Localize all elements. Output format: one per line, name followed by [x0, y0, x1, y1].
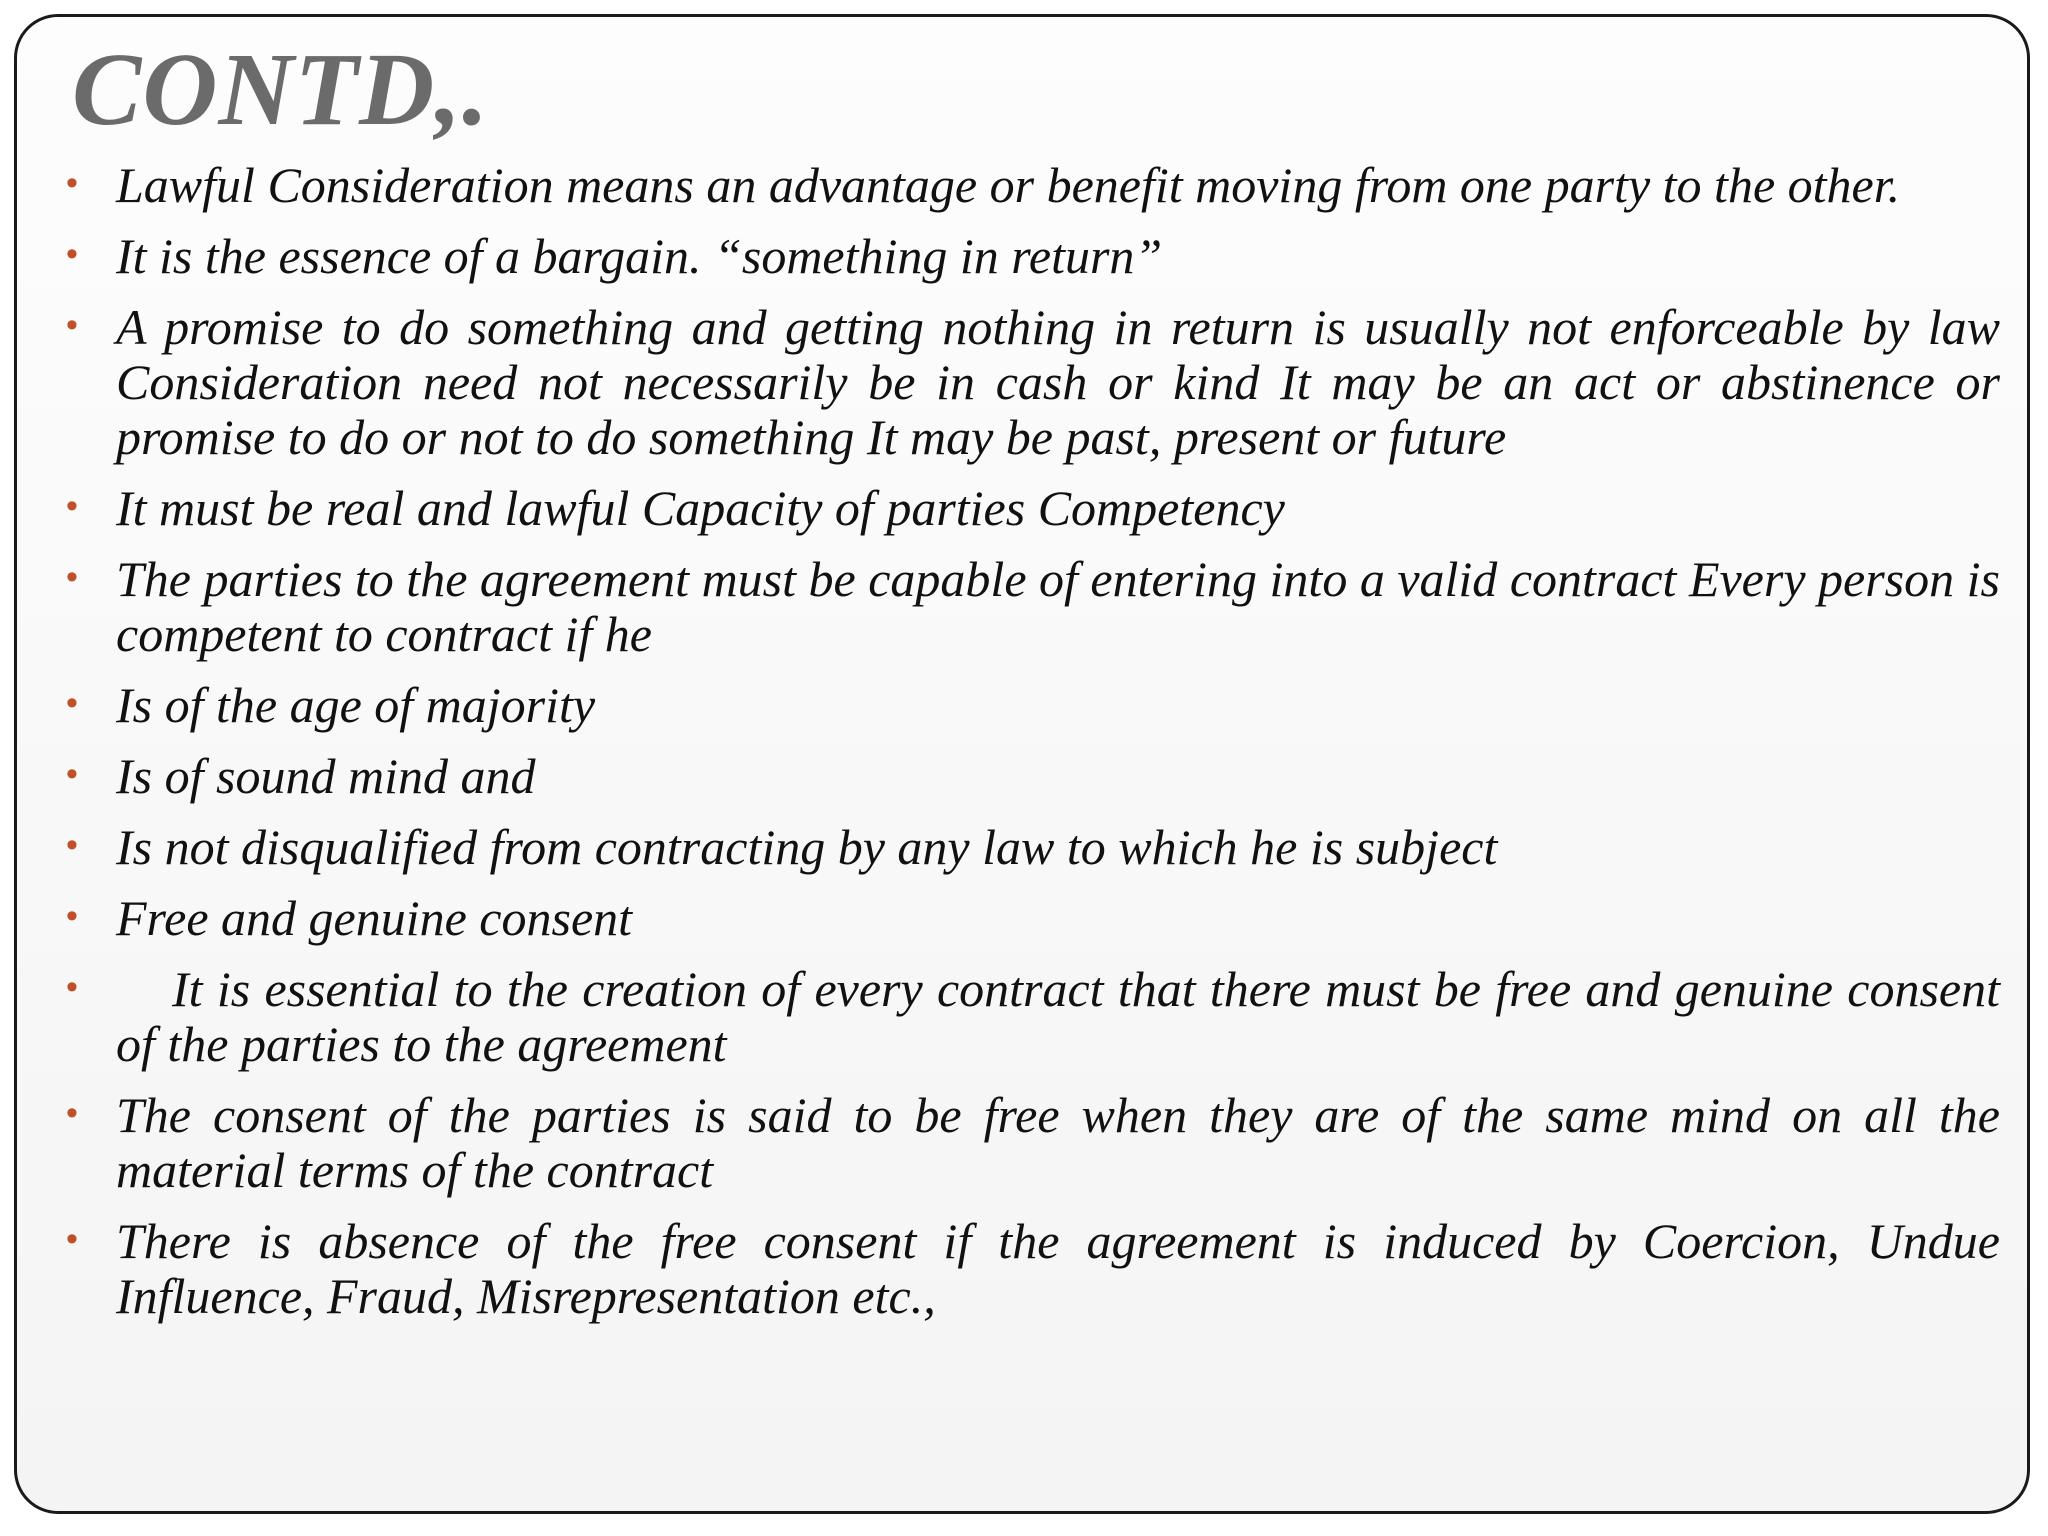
- list-item: [60, 229, 2000, 284]
- bullet-icon: •: [66, 897, 78, 935]
- list-item: [60, 749, 2000, 804]
- list-item: [60, 1088, 2000, 1198]
- list-item-text: A promise to do something and getting nothing in return is usually not enforceable by law Consideration need not necessarily be in cash or kind It may be an act or abstinence or promise to do or not to do something It may be past, present or future: [116, 299, 2000, 465]
- bullet-icon: •: [66, 558, 78, 596]
- list-item: [60, 158, 2000, 213]
- bullet-icon: •: [66, 164, 78, 202]
- bullet-icon: •: [66, 755, 78, 793]
- list-item: [60, 552, 2000, 662]
- bullet-icon: •: [66, 684, 78, 722]
- list-item-text: It is essential to the creation of every contract that there must be free and genuine consent of the parties to the agreement: [116, 961, 2000, 1072]
- list-item-text: There is absence of the free consent if the agreement is induced by Coercion, Undue Influence, Fraud, Misrepresentation etc.,: [116, 1213, 2000, 1324]
- list-item-text: Free and genuine consent: [116, 890, 633, 946]
- bullet-icon: •: [66, 968, 78, 1006]
- list-item-text: Is of the age of majority: [116, 677, 596, 733]
- list-item: [60, 891, 2000, 946]
- bullet-icon: •: [66, 487, 78, 525]
- list-item-text: Is not disqualified from contracting by any law to which he is subject: [116, 819, 1498, 875]
- list-item: [60, 300, 2000, 465]
- list-item-text: The parties to the agreement must be capable of entering into a valid contract Every person is competent to contract if he: [116, 551, 2000, 662]
- list-item: [60, 962, 2000, 1072]
- list-item: [60, 678, 2000, 733]
- list-item: [60, 1214, 2000, 1324]
- list-item-text: It is the essence of a bargain. “something in return”: [116, 228, 1163, 284]
- bullet-icon: •: [66, 1220, 78, 1258]
- list-item: [60, 481, 2000, 536]
- list-item: [60, 820, 2000, 875]
- list-item-text: It must be real and lawful Capacity of parties Competency: [116, 480, 1285, 536]
- list-item-text: Lawful Consideration means an advantage or benefit moving from one party to the other.: [116, 157, 1901, 213]
- list-item-text: Is of sound mind and: [116, 748, 536, 804]
- list-item-text: The consent of the parties is said to be free when they are of the same mind on all the material terms of the contract: [116, 1087, 2000, 1198]
- bullet-icon: •: [66, 235, 78, 273]
- bullet-icon: •: [66, 826, 78, 864]
- bullet-list: [60, 158, 2000, 1340]
- slide-title: CONTD,.: [72, 32, 490, 147]
- bullet-icon: •: [66, 306, 78, 344]
- bullet-icon: •: [66, 1094, 78, 1132]
